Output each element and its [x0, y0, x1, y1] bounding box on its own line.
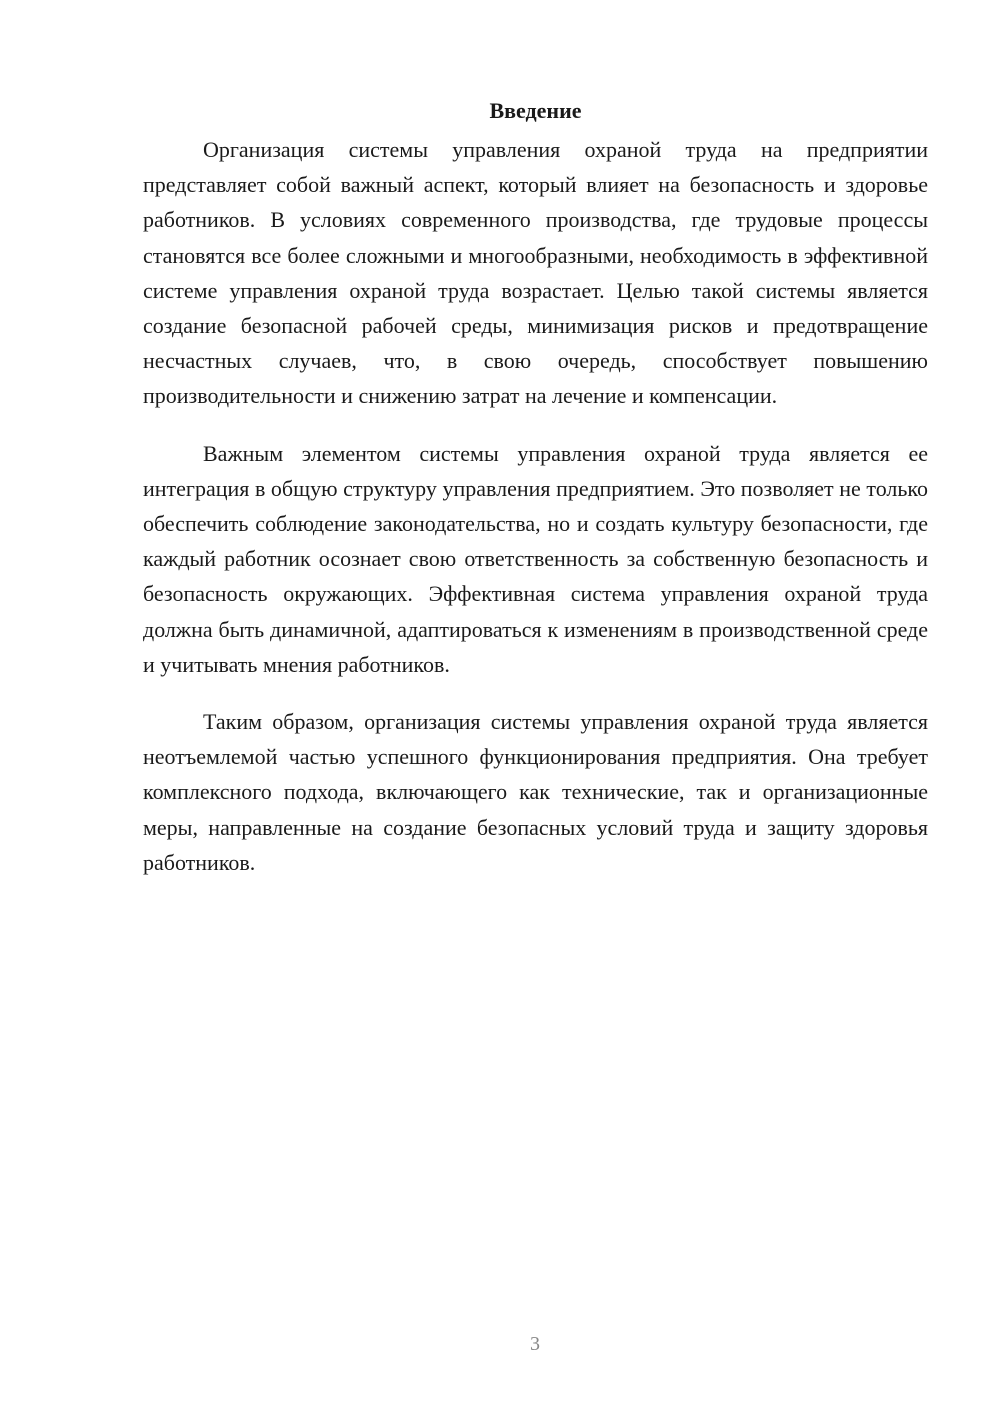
document-page	[143, 96, 928, 902]
section-title: Введение	[489, 98, 582, 123]
paragraph-3: Таким образом, организация системы управления охраной труда является неотъемлемой частью успешного функционирования предприятия. Она требует комплексного подхода, включающего как технические, так и организационные меры, направленные на создание безопасных условий труда и защиту здоровья работников.	[143, 709, 928, 875]
page-number: 3	[530, 1333, 540, 1355]
paragraph-2: Важным элементом системы управления охраной труда является ее интеграция в общую структуру управления предприятием. Это позволяет не только обеспечить соблюдение законодательства, но и создать культуру безопасности, где каждый работник осознает свою ответственность за собственную безопасность и безопасность окружающих. Эффективная система управления охраной труда должна быть динамичной, адаптироваться к изменениям в производственной среде и учитывать мнения работников.	[143, 440, 928, 677]
paragraph-1: Организация системы управления охраной труда на предприятии представляет собой важный аспект, который влияет на безопасность и здоровье работников. В условиях современного производства, где трудовые процессы становятся все более сложными и многообразными, необходимость в эффективной системе управления охраной труда возрастает. Целью такой системы является создание безопасной рабочей среды, минимизация рисков и предотвращение несчастных случаев, что, в свою очередь, способствует повышению производительности и снижению затрат на лечение и компенсации.	[143, 137, 928, 409]
